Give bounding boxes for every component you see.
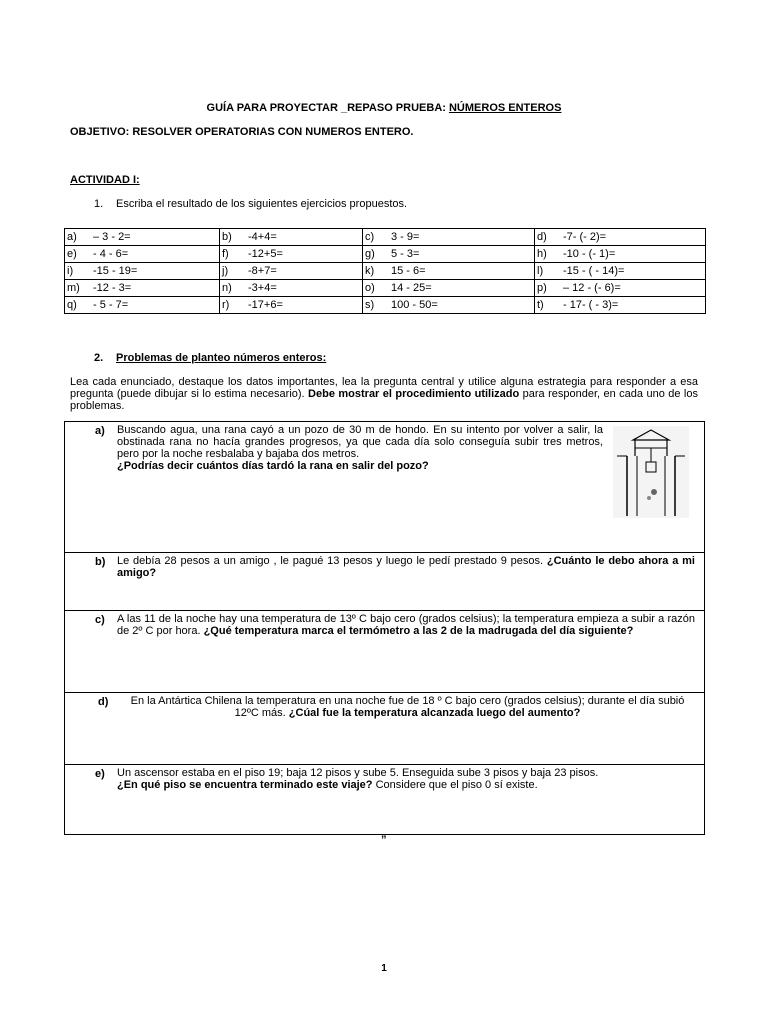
title-text: GUÍA PARA PROYECTAR _REPASO PRUEBA:	[206, 102, 449, 114]
problem-statement: Le debía 28 pesos a un amigo , le pagué 13 pesos y luego le pedí prestado 9 pesos.	[117, 555, 547, 567]
instruction-text: Escriba el resultado de los siguientes ejercicios propuestos.	[116, 198, 408, 210]
exercise-label: d)	[537, 231, 547, 243]
exercise-label: g)	[365, 248, 375, 260]
problem-question: ¿Podrías decir cuántos días tardó la rana en salir del pozo?	[117, 460, 429, 472]
instruction-1	[94, 198, 407, 210]
section-number: 2.	[94, 352, 104, 364]
problem-text	[117, 767, 695, 791]
frog-well-illustration	[613, 426, 689, 518]
page-number: 1	[381, 963, 387, 974]
exercise-cell	[363, 246, 535, 263]
problem-text	[117, 613, 695, 637]
exercise-expression: – 3 - 2=	[93, 231, 131, 243]
intro-tail: para responder, en cada uno de los problemas.	[70, 388, 698, 412]
exercise-cell	[363, 229, 535, 246]
exercise-cell	[65, 246, 220, 263]
problem-statement: Un ascensor estaba en el piso 19; baja 12 pisos y sube 5. Enseguida sube 3 pisos y baja 23 pisos.	[117, 767, 599, 779]
exercise-expression: -7- (- 2)=	[563, 231, 607, 243]
exercise-expression: -4+4=	[248, 231, 277, 243]
problem-statement: Buscando agua, una rana cayó a un pozo de 30 m de hondo. En su intento por volver a salir, la obstinada rana no hacía grandes progresos, ya que cada día solo conseguía subir tres metros, pero por la noche resbalaba y bajaba dos metros.	[117, 424, 603, 460]
exercise-label: e)	[67, 248, 77, 260]
exercise-expression: 3 - 9=	[391, 231, 420, 243]
exercise-row	[65, 263, 706, 280]
problem-a	[65, 422, 704, 553]
exercise-expression: -15 - 19=	[93, 265, 138, 277]
exercise-row	[65, 297, 706, 314]
exercise-cell	[535, 229, 706, 246]
exercise-cell	[65, 297, 220, 314]
problems-intro	[70, 376, 698, 412]
page-title	[0, 102, 768, 114]
exercise-label: l)	[537, 265, 544, 277]
exercise-expression: -12+5=	[248, 248, 283, 260]
problem-text	[117, 555, 695, 579]
problem-label: b)	[95, 556, 106, 568]
problem-question: ¿Qué temperatura marca el termómetro a las 2 de la madrugada del día siguiente?	[203, 625, 634, 637]
exercise-expression: - 17- ( - 3)=	[563, 299, 619, 311]
exercise-label: f)	[222, 248, 229, 260]
exercise-label: h)	[537, 248, 547, 260]
exercise-expression: -15 - ( - 14)=	[563, 265, 625, 277]
exercise-cell	[535, 246, 706, 263]
title-topic: NÚMEROS ENTEROS	[448, 102, 562, 114]
exercise-cell	[363, 280, 535, 297]
section-title: Problemas de planteo números enteros:	[116, 352, 327, 364]
problem-text	[117, 424, 603, 472]
exercise-table	[64, 228, 706, 314]
exercise-cell	[65, 280, 220, 297]
exercise-expression: -10 - (- 1)=	[563, 248, 616, 260]
exercise-cell	[220, 297, 363, 314]
exercise-cell	[220, 263, 363, 280]
exercise-expression: 15 - 6=	[391, 265, 426, 277]
problem-label: d)	[98, 696, 109, 708]
problem-statement: En la Antártica Chilena la temperatura en una noche fue de 18 º C bajo cero (grados celsius); durante el día subió 12ºC más.	[130, 695, 685, 719]
exercise-cell	[363, 297, 535, 314]
exercise-cell	[363, 263, 535, 280]
exercise-label: r)	[222, 299, 230, 311]
intro-text: Lea cada enunciado, destaque los datos importantes, lea la pregunta central y utilice alguna estrategia para responder a esa pregunta (puede dibujar si lo estima necesario).	[70, 376, 698, 400]
intro-emphasis: Debe mostrar el procedimiento utilizado	[308, 388, 520, 400]
exercise-expression: -17+6=	[248, 299, 283, 311]
problem-e	[65, 765, 704, 836]
exercise-expression: 14 - 25=	[391, 282, 432, 294]
exercise-label: t)	[537, 299, 544, 311]
problem-note: Considere que el piso 0 sí existe.	[372, 779, 538, 791]
exercise-label: a)	[67, 231, 77, 243]
problem-label: c)	[95, 614, 105, 626]
exercise-expression: 5 - 3=	[391, 248, 420, 260]
exercise-label: s)	[365, 299, 375, 311]
problem-question: ¿En qué piso se encuentra terminado este viaje?	[117, 779, 373, 791]
exercise-label: p)	[537, 282, 547, 294]
exercise-label: b)	[222, 231, 232, 243]
exercise-label: j)	[222, 265, 229, 277]
problem-statement: A las 11 de la noche hay una temperatura de 13º C bajo cero (grados celsius); la temperatura empieza a subir a razón de 2º C por hora.	[117, 613, 695, 637]
objective: OBJETIVO: RESOLVER OPERATORIAS CON NUMEROS ENTERO.	[70, 126, 414, 138]
problems-box	[64, 421, 705, 835]
section-2-heading	[94, 352, 326, 364]
exercise-cell	[220, 246, 363, 263]
exercise-cell	[535, 263, 706, 280]
problem-c	[65, 611, 704, 693]
problem-question: ¿Cúal fue la temperatura alcanzada luego del aumento?	[288, 707, 581, 719]
instruction-number: 1.	[94, 198, 104, 210]
exercise-expression: - 4 - 6=	[93, 248, 129, 260]
exercise-label: m)	[67, 282, 80, 294]
exercise-cell	[220, 280, 363, 297]
exercise-label: c)	[365, 231, 375, 243]
exercise-label: i)	[67, 265, 74, 277]
exercise-expression: – 12 - (- 6)=	[563, 282, 621, 294]
exercise-row	[65, 246, 706, 263]
exercise-expression: -8+7=	[248, 265, 277, 277]
exercise-expression: - 5 - 7=	[93, 299, 129, 311]
problem-b	[65, 553, 704, 611]
exercise-label: n)	[222, 282, 232, 294]
exercise-row	[65, 280, 706, 297]
problem-d	[65, 693, 704, 765]
problem-label: e)	[95, 768, 105, 780]
exercise-row	[65, 229, 706, 246]
problem-text	[120, 695, 695, 719]
exercise-expression: 100 - 50=	[391, 299, 438, 311]
activity-heading: ACTIVIDAD I:	[70, 174, 140, 186]
exercise-cell	[65, 229, 220, 246]
problem-label: a)	[95, 425, 105, 437]
exercise-expression: -12 - 3=	[93, 282, 132, 294]
exercise-cell	[535, 280, 706, 297]
exercise-cell	[535, 297, 706, 314]
exercise-cell	[220, 229, 363, 246]
problem-question: ¿Cuánto le debo ahora a mi amigo?	[117, 555, 695, 579]
exercise-expression: -3+4=	[248, 282, 277, 294]
stray-mark: ”	[381, 834, 387, 846]
exercise-label: k)	[365, 265, 375, 277]
exercise-label: o)	[365, 282, 375, 294]
exercise-label: q)	[67, 299, 77, 311]
exercise-cell	[65, 263, 220, 280]
